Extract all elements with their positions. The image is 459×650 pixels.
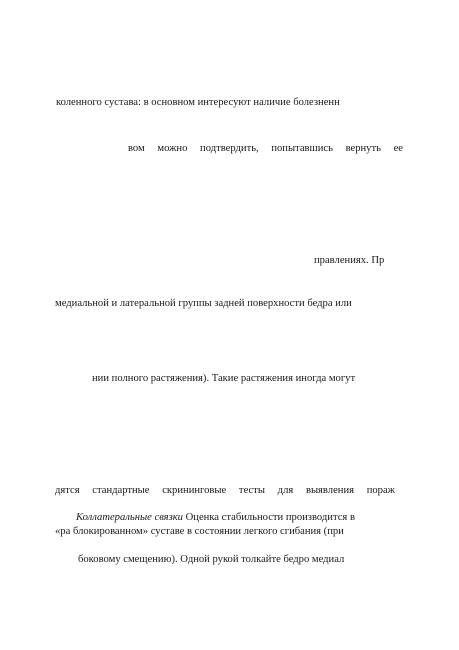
text-line-4: медиальной и латеральной группы задней поверхности бедра или (55, 298, 352, 309)
text-line-1: коленного сустава: в основном интересуют наличие болезненн (56, 97, 340, 108)
text-line-5: нии полного растяжения). Такие растяжения иногда могут (92, 373, 356, 384)
text-line-3: правлениях. Пр (314, 255, 385, 266)
text-line-9: боковому смещению). Одной рукой толкайте бедро медиал (78, 554, 345, 565)
text-line-7 (76, 511, 355, 524)
text-line-7-body: Оценка стабильности производится в (185, 512, 355, 523)
section-heading-collateral-ligaments: Коллатеральные связки (76, 512, 183, 523)
text-line-8: «ра блокированном» суставе в состоянии легкого сгибания (при (55, 526, 344, 537)
text-line-6: дятся стандартные скрининговые тесты для выявления пораж (55, 485, 395, 496)
text-line-2: вом можно подтвердить, попытавшись вернуть ее (128, 143, 403, 154)
